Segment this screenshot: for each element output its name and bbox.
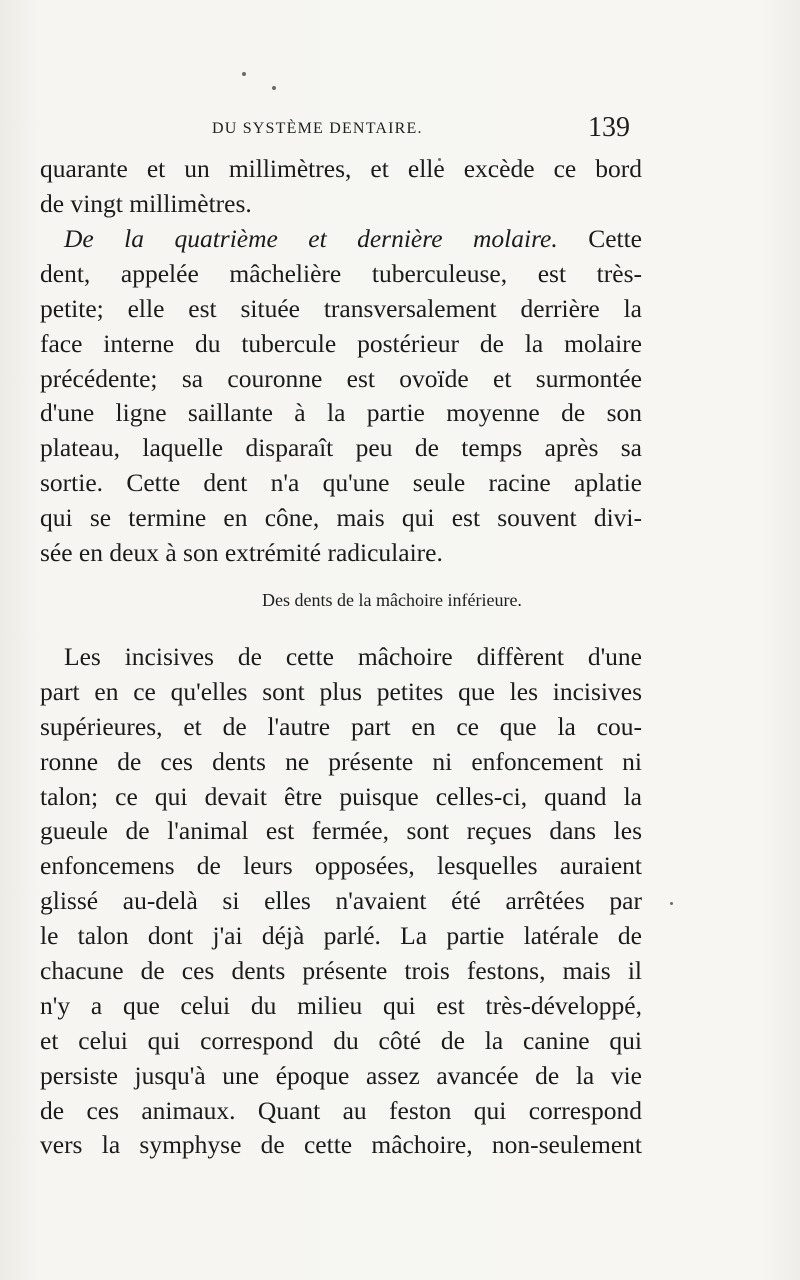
- text-line: qui se termine en cône, mais qui est souvent divi-: [40, 503, 642, 533]
- text-line: part en ce qu'elles sont plus petites que les incisives: [40, 676, 642, 706]
- text-line: sée en deux à son extrémité radiculaire.: [40, 538, 443, 568]
- text-line: [40, 222, 642, 257]
- text-line: supérieures, et de l'autre part en ce que la cou-: [40, 711, 642, 741]
- ink-speck: [272, 86, 276, 90]
- text-line: de ces animaux. Quant au feston qui correspond: [40, 1095, 642, 1125]
- text-line: talon; ce qui devait être puisque celles-ci, quand la: [40, 781, 642, 811]
- text-line: et celui qui correspond du côté de la canine qui: [40, 1025, 642, 1055]
- running-header: [0, 112, 800, 148]
- text-line: petite; elle est située transversalement derrière la: [40, 293, 642, 323]
- text-line: ronne de ces dents ne présente ni enfoncement ni: [40, 746, 642, 776]
- running-title: DU SYSTÈME DENTAIRE.: [212, 120, 423, 137]
- ink-speck: [670, 902, 673, 905]
- italic-lead: De la quatrième et dernière molaire.: [64, 224, 558, 253]
- text-line: enfoncemens de leurs opposées, lesquelles auraient: [40, 851, 642, 881]
- paragraph-lower-incisors: [40, 640, 642, 1163]
- text-line: précédente; sa couronne est ovoïde et surmontée: [40, 363, 642, 393]
- text-line: glissé au-delà si elles n'avaient été arrêtées par: [40, 886, 642, 916]
- ink-speck: [242, 72, 246, 76]
- page-number: 139: [588, 112, 630, 143]
- text-line: chacune de ces dents présente trois festons, mais il: [40, 956, 642, 986]
- text-line: quarante et un millimètres, et elle excède ce bord: [40, 154, 642, 183]
- text-fragment: Cette: [588, 224, 643, 253]
- text-line: n'y a que celui du milieu qui est très-développé,: [40, 990, 642, 1020]
- paragraph-continuation: [40, 152, 642, 222]
- text-line: dent, appelée mâchelière tuberculeuse, est très-: [40, 258, 642, 288]
- text-line: Les incisives de cette mâchoire diffèrent d'une: [64, 642, 642, 671]
- text-line: plateau, laquelle disparaît peu de temps après sa: [40, 433, 642, 463]
- text-line: gueule de l'animal est fermée, sont reçues dans les: [40, 816, 642, 846]
- text-line: d'une ligne saillante à la partie moyenne de son: [40, 398, 642, 428]
- text-line: de vingt millimètres.: [40, 188, 252, 218]
- paragraph-fourth-molar: [40, 222, 642, 571]
- text-line: le talon dont j'ai déjà parlé. La partie latérale de: [40, 921, 642, 951]
- text-line: sortie. Cette dent n'a qu'une seule racine aplatie: [40, 468, 642, 498]
- text-line: persiste jusqu'à une époque assez avancée de la vie: [40, 1060, 642, 1090]
- text-line: face interne du tubercule postérieur de la molaire: [40, 328, 642, 358]
- text-line: vers la symphyse de cette mâchoire, non-seulement: [40, 1130, 642, 1160]
- section-heading: [0, 590, 800, 611]
- section-heading-text: Des dents de la mâchoire inférieure.: [262, 590, 522, 610]
